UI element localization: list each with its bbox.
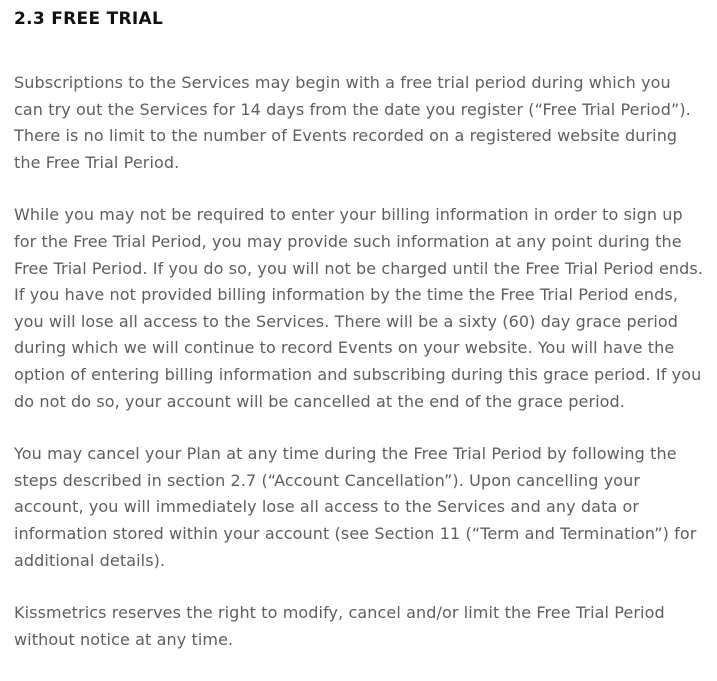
section-heading: 2.3 FREE TRIAL <box>14 9 164 29</box>
paragraph-modification-rights: Kissmetrics reserves the right to modify, cancel and/or limit the Free Trial Period without notice at any time. <box>14 603 665 649</box>
paragraph-billing-information: While you may not be required to enter your billing information in order to sign up for the Free Trial Period, you may provide such information at any point during the Free Trial Period. If you do so, you will not be charged until the Free Trial Period ends. If you have not provided billing information by the time the Free Trial Period ends, you will lose all access to the Services. There will be a sixty (60) day grace period during which we will continue to record Events on your website. You will have the option of entering billing information and subscribing during this grace period. If you do not do so, your account will be cancelled at the end of the grace period. <box>14 205 704 411</box>
paragraph-cancellation: You may cancel your Plan at any time during the Free Trial Period by following the steps described in section 2.7 (“Account Cancellation”). Upon cancelling your account, you will immediately lose all access to the Services and any data or information stored within your account (see Section 11 (“Term and Termination”) for additional details). <box>14 444 697 570</box>
paragraph-free-trial-intro: Subscriptions to the Services may begin with a free trial period during which you can try out the Services for 14 days from the date you register (“Free Trial Period”). There is no limit to the number of Events recorded on a registered website during the Free Trial Period. <box>14 73 691 172</box>
